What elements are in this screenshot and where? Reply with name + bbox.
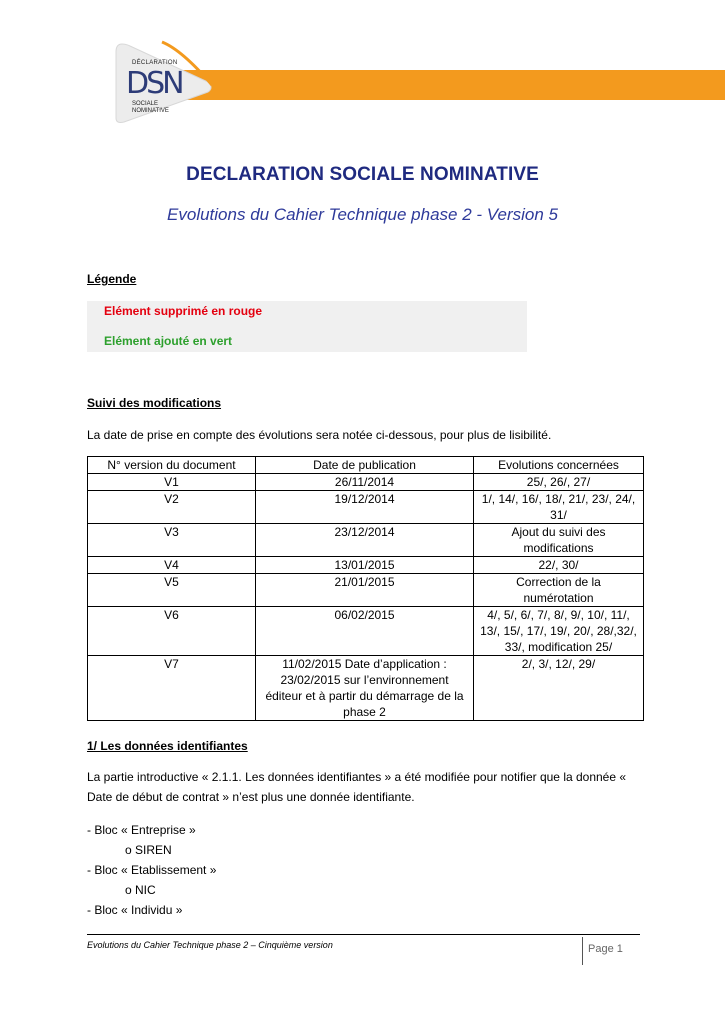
table-cell: 4/, 5/, 6/, 7/, 8/, 9/, 10/, 11/, 13/, 15/, 17/, 19/, 20/, 28/,32/, 33/, modification 25/: [474, 607, 644, 656]
table-row: [88, 524, 644, 557]
logo-bottom-line1: SOCIALE: [132, 101, 159, 107]
legend-heading: Légende: [87, 272, 137, 286]
table-header-cell: N° version du document: [88, 457, 256, 474]
bloc-list: [87, 820, 216, 920]
table-cell: V1: [88, 474, 256, 491]
table-cell: V2: [88, 491, 256, 524]
table-cell: 21/01/2015: [256, 574, 474, 607]
table-row: [88, 474, 644, 491]
footer-title: Evolutions du Cahier Technique phase 2 – Cinquième version: [87, 940, 333, 950]
suivi-heading: Suivi des modifications: [87, 396, 222, 410]
table-cell: 2/, 3/, 12/, 29/: [474, 656, 644, 721]
list-item: o SIREN: [125, 843, 172, 857]
table-cell: 25/, 26/, 27/: [474, 474, 644, 491]
table-cell: 11/02/2015 Date d’application : 23/02/2015 sur l’environnement éditeur et à partir du démarrage de la phase 2: [256, 656, 474, 721]
table-cell: 06/02/2015: [256, 607, 474, 656]
table-cell: V5: [88, 574, 256, 607]
legend-added: Elément ajouté en vert: [104, 334, 233, 348]
page-number: Page 1: [588, 943, 623, 955]
table-row: [88, 656, 644, 721]
list-item: - Bloc « Etablissement »: [87, 863, 217, 877]
logo-bottom-line2: NOMINATIVE: [132, 108, 169, 114]
table-header-cell: Date de publication: [256, 457, 474, 474]
table-cell: V4: [88, 557, 256, 574]
table-cell: Ajout du suivi des modifications: [474, 524, 644, 557]
table-cell: 19/12/2014: [256, 491, 474, 524]
logo-bottom-text: [132, 101, 169, 115]
legend-box: [87, 301, 527, 352]
document-title: DECLARATION SOCIALE NOMINATIVE: [186, 164, 539, 185]
table-cell: 13/01/2015: [256, 557, 474, 574]
table-row: [88, 557, 644, 574]
dsn-logo: [112, 40, 217, 126]
section1-paragraph: La partie introductive « 2.1.1. Les données identifiantes » a été modifiée pour notifier que la donnée « Date de début de contrat » n’est plus une donnée identifiante.: [87, 770, 627, 804]
table-cell: V6: [88, 607, 256, 656]
table-cell: V7: [88, 656, 256, 721]
footer-separator: [582, 937, 583, 965]
list-item: - Bloc « Individu »: [87, 903, 183, 917]
table-row: [88, 491, 644, 524]
table-cell: 22/, 30/: [474, 557, 644, 574]
footer-divider: [87, 934, 640, 935]
document-subtitle: Evolutions du Cahier Technique phase 2 - Version 5: [167, 205, 558, 224]
table-cell: V3: [88, 524, 256, 557]
list-item: - Bloc « Entreprise »: [87, 823, 196, 837]
legend-removed: Elément supprimé en rouge: [104, 304, 263, 318]
header-band: [175, 70, 725, 100]
versions-table: [87, 456, 644, 721]
logo-top-text: DÉCLARATION: [132, 60, 178, 66]
table-cell: 23/12/2014: [256, 524, 474, 557]
table-row: [88, 607, 644, 656]
table-header-cell: Evolutions concernées: [474, 457, 644, 474]
logo-letters: DSN: [126, 66, 182, 101]
table-cell: Correction de la numérotation: [474, 574, 644, 607]
list-item: o NIC: [125, 883, 156, 897]
section1-heading: 1/ Les données identifiantes: [87, 739, 248, 753]
suivi-intro: La date de prise en compte des évolutions sera notée ci-dessous, pour plus de lisibilité.: [87, 428, 552, 442]
table-row: [88, 574, 644, 607]
table-cell: 26/11/2014: [256, 474, 474, 491]
table-header-row: [88, 457, 644, 474]
table-cell: 1/, 14/, 16/, 18/, 21/, 23/, 24/, 31/: [474, 491, 644, 524]
